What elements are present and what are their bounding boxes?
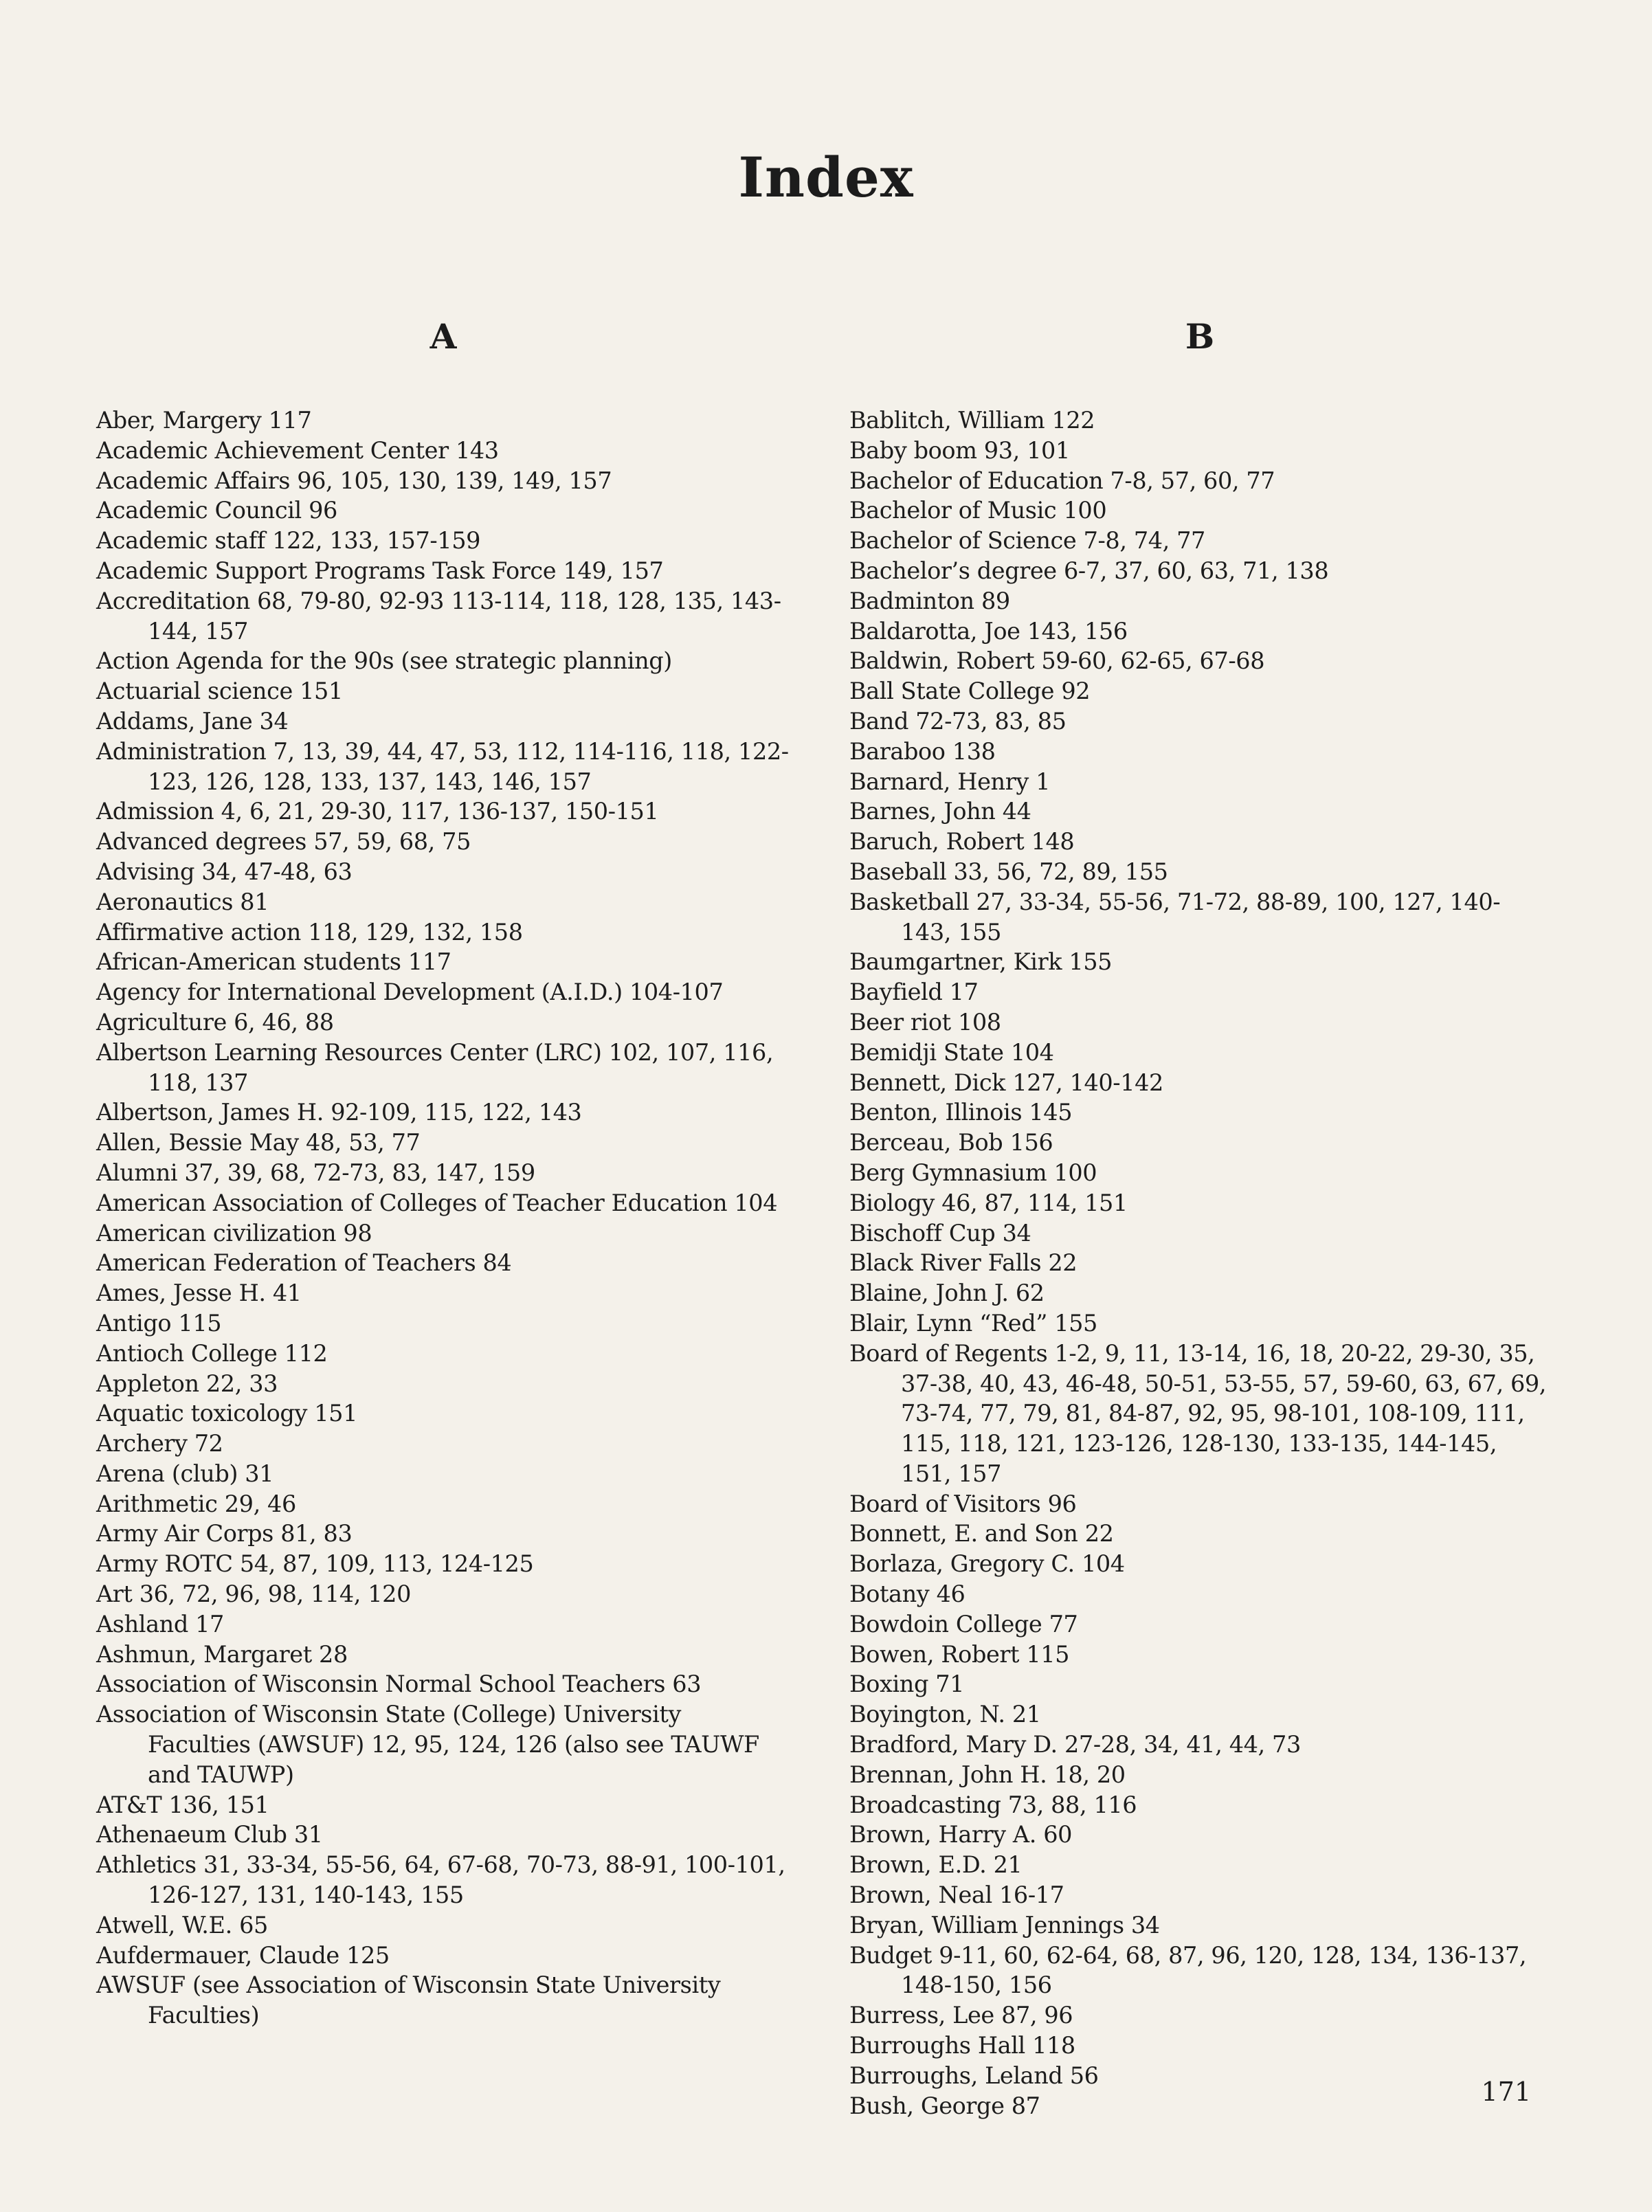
- index-entry: Academic Achievement Center 143: [96, 436, 499, 464]
- index-entry: Burress, Lee 87, 96: [849, 2002, 1073, 2029]
- index-entry: Aber, Margery 117: [96, 407, 312, 434]
- index-entry: Action Agenda for the 90s (see strategic planning): [96, 647, 672, 675]
- index-entry: Addams, Jane 34: [96, 707, 289, 735]
- index-entry: Allen, Bessie May 48, 53, 77: [96, 1129, 421, 1157]
- index-entry: Advising 34, 47-48, 63: [96, 858, 353, 885]
- section-heading-a: A: [429, 316, 457, 357]
- index-entry: Athenaeum Club 31: [96, 1821, 323, 1848]
- index-entry: Barnes, John 44: [849, 798, 1031, 825]
- index-entry: Baruch, Robert 148: [849, 828, 1075, 856]
- index-entry: Burroughs, Leland 56: [849, 2062, 1099, 2089]
- index-entry: American civilization 98: [96, 1219, 372, 1247]
- index-entry: Aeronautics 81: [96, 888, 269, 915]
- index-entry: Brown, E.D. 21: [849, 1851, 1023, 1879]
- index-entry: Badminton 89: [849, 587, 1010, 614]
- index-entry: Bush, George 87: [849, 2092, 1040, 2119]
- index-entry: Berceau, Bob 156: [849, 1129, 1053, 1157]
- index-entry: Brown, Neal 16-17: [849, 1881, 1064, 1909]
- index-entry: Baldarotta, Joe 143, 156: [849, 617, 1128, 645]
- index-entry: Accreditation 68, 79-80, 92-93 113-114, 118, 128, 135, 143-144, 157: [96, 587, 781, 645]
- index-entry: Appleton 22, 33: [96, 1370, 278, 1397]
- index-entry: AT&T 136, 151: [96, 1791, 269, 1818]
- index-entry: Ashmun, Margaret 28: [96, 1640, 348, 1668]
- index-entry: Bachelor of Science 7-8, 74, 77: [849, 527, 1205, 555]
- index-entry: Berg Gymnasium 100: [849, 1159, 1097, 1186]
- page-title: Index: [738, 145, 914, 210]
- index-entry: Army Air Corps 81, 83: [96, 1520, 353, 1548]
- index-entry: Bayfield 17: [849, 979, 979, 1006]
- index-entry: Bowdoin College 77: [849, 1610, 1078, 1638]
- index-entry: American Association of Colleges of Teacher Education 104: [96, 1189, 778, 1216]
- index-entry: Academic Affairs 96, 105, 130, 139, 149, 157: [96, 467, 612, 494]
- index-entry: Ames, Jesse H. 41: [96, 1280, 302, 1307]
- index-entry: Agency for International Development (A.I.D.) 104-107: [96, 979, 724, 1006]
- index-entry: Antioch College 112: [96, 1339, 328, 1367]
- index-entry: Aquatic toxicology 151: [96, 1400, 357, 1427]
- index-entry: Bennett, Dick 127, 140-142: [849, 1069, 1163, 1096]
- index-entry: Bonnett, E. and Son 22: [849, 1520, 1114, 1548]
- index-entry: Borlaza, Gregory C. 104: [849, 1550, 1125, 1578]
- index-entry: Arena (club) 31: [96, 1460, 274, 1487]
- index-entry: Atwell, W.E. 65: [96, 1911, 268, 1939]
- index-entry: Board of Visitors 96: [849, 1490, 1077, 1517]
- index-entry: Baraboo 138: [849, 737, 996, 765]
- index-entry: Blair, Lynn “Red” 155: [849, 1309, 1097, 1337]
- index-entry: American Federation of Teachers 84: [96, 1249, 512, 1277]
- index-entry: Ball State College 92: [849, 678, 1091, 705]
- index-entry: Actuarial science 151: [96, 678, 343, 705]
- index-entry: Advanced degrees 57, 59, 68, 75: [96, 828, 471, 856]
- index-entry: Archery 72: [96, 1430, 223, 1457]
- index-entry: Bachelor’s degree 6-7, 37, 60, 63, 71, 138: [849, 557, 1329, 584]
- index-entry: Boxing 71: [849, 1671, 965, 1698]
- page-number: 171: [1481, 2077, 1531, 2107]
- index-column-b: [849, 316, 1550, 2121]
- index-entry: Brown, Harry A. 60: [849, 1821, 1073, 1848]
- index-entry: Antigo 115: [96, 1309, 222, 1337]
- index-entry: Baumgartner, Kirk 155: [849, 948, 1113, 976]
- index-entry: Bryan, William Jennings 34: [849, 1911, 1160, 1939]
- index-entry: AWSUF (see Association of Wisconsin State University Faculties): [96, 1971, 721, 2029]
- index-column-a: [96, 316, 790, 2031]
- index-entry: Boyington, N. 21: [849, 1701, 1041, 1728]
- index-entry: Bowen, Robert 115: [849, 1640, 1070, 1668]
- index-entry: Ashland 17: [96, 1610, 224, 1638]
- index-entry: Athletics 31, 33-34, 55-56, 64, 67-68, 70-73, 88-91, 100-101, 126-127, 131, 140-143, 155: [96, 1851, 785, 1909]
- index-entry: Beer riot 108: [849, 1008, 1001, 1036]
- index-entry: Albertson Learning Resources Center (LRC) 102, 107, 116, 118, 137: [96, 1038, 774, 1096]
- index-entry: Academic Support Programs Task Force 149, 157: [96, 557, 664, 584]
- index-entry: Alumni 37, 39, 68, 72-73, 83, 147, 159: [96, 1159, 535, 1186]
- index-entry: Baseball 33, 56, 72, 89, 155: [849, 858, 1168, 885]
- index-entry: Bachelor of Education 7-8, 57, 60, 77: [849, 467, 1275, 494]
- index-entry: Black River Falls 22: [849, 1249, 1078, 1277]
- index-entry: Budget 9-11, 60, 62-64, 68, 87, 96, 120, 128, 134, 136-137, 148-150, 156: [849, 1941, 1527, 1999]
- index-entry: Barnard, Henry 1: [849, 768, 1051, 795]
- index-entry: Bemidji State 104: [849, 1038, 1054, 1066]
- index-entry: Army ROTC 54, 87, 109, 113, 124-125: [96, 1550, 534, 1578]
- index-entry: Bradford, Mary D. 27-28, 34, 41, 44, 73: [849, 1731, 1301, 1758]
- index-entry: Brennan, John H. 18, 20: [849, 1761, 1126, 1788]
- index-entry: Botany 46: [849, 1580, 965, 1608]
- index-entry: Arithmetic 29, 46: [96, 1490, 296, 1517]
- index-entry: Baldwin, Robert 59-60, 62-65, 67-68: [849, 647, 1265, 675]
- index-entry: Albertson, James H. 92-109, 115, 122, 143: [96, 1099, 582, 1126]
- index-entry: Broadcasting 73, 88, 116: [849, 1791, 1137, 1818]
- entry-list-b: [849, 405, 1550, 2121]
- index-entry: African-American students 117: [96, 948, 451, 976]
- index-entry: Blaine, John J. 62: [849, 1280, 1045, 1307]
- index-entry: Bischoff Cup 34: [849, 1219, 1031, 1247]
- index-entry: Aufdermauer, Claude 125: [96, 1941, 390, 1969]
- index-entry: Academic Council 96: [96, 497, 337, 524]
- index-entry: Agriculture 6, 46, 88: [96, 1008, 334, 1036]
- index-entry: Bachelor of Music 100: [849, 497, 1107, 524]
- index-entry: Administration 7, 13, 39, 44, 47, 53, 112, 114-116, 118, 122-123, 126, 128, 133, 137, 143, 146, 157: [96, 737, 789, 795]
- index-entry: Bablitch, William 122: [849, 407, 1095, 434]
- entry-list-a: [96, 405, 790, 2031]
- index-entry: Biology 46, 87, 114, 151: [849, 1189, 1128, 1216]
- index-entry: Burroughs Hall 118: [849, 2032, 1075, 2059]
- index-entry: Art 36, 72, 96, 98, 114, 120: [96, 1580, 411, 1608]
- index-entry: Admission 4, 6, 21, 29-30, 117, 136-137, 150-151: [96, 798, 659, 825]
- index-entry: Association of Wisconsin Normal School Teachers 63: [96, 1671, 702, 1698]
- index-entry: Baby boom 93, 101: [849, 436, 1070, 464]
- index-entry: Benton, Illinois 145: [849, 1099, 1073, 1126]
- index-entry: Board of Regents 1-2, 9, 11, 13-14, 16, 18, 20-22, 29-30, 35, 37-38, 40, 43, 46-48, 50-51, 53-55, 57, 59-60, 63, 67, 69, 73-74, 77, 79, 81, 84-87, 92, 95, 98-101, 108-109, 111, 115, 118, 121, 123-126, 128-130, 133-135, 144-145, 151, 157: [849, 1339, 1547, 1487]
- index-entry: Affirmative action 118, 129, 132, 158: [96, 918, 523, 946]
- index-entry: Basketball 27, 33-34, 55-56, 71-72, 88-89, 100, 127, 140-143, 155: [849, 888, 1501, 946]
- index-entry: Academic staff 122, 133, 157-159: [96, 527, 481, 555]
- index-entry: Association of Wisconsin State (College) University Faculties (AWSUF) 12, 95, 124, 126 (also see TAUWF and TAUWP): [96, 1701, 759, 1788]
- section-heading-b: B: [1185, 316, 1215, 357]
- index-entry: Band 72-73, 83, 85: [849, 707, 1067, 735]
